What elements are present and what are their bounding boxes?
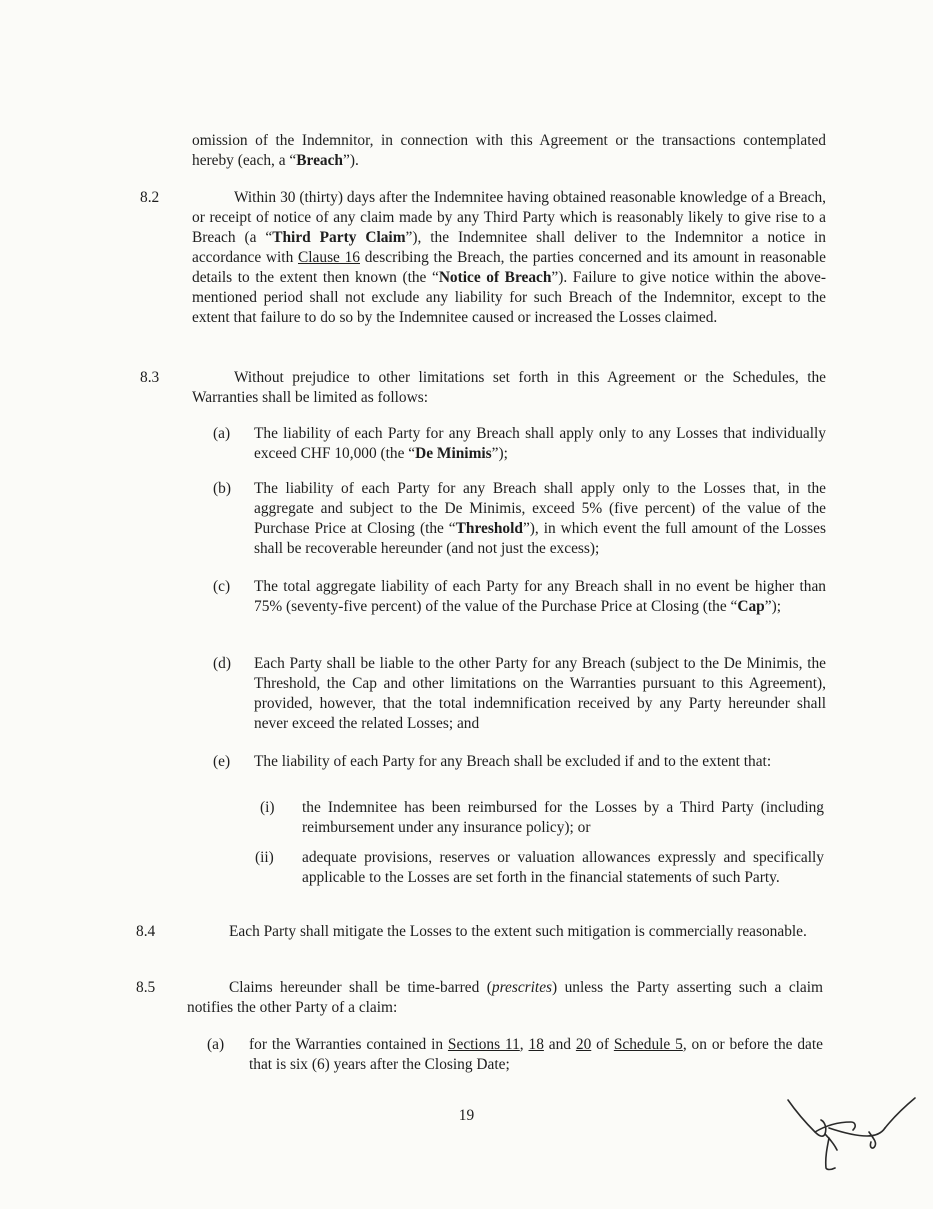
item-label-8-5-a: (a) [207, 1036, 225, 1053]
section-8-3-item-e-ii: adequate provisions, reserves or valuation allowances expressly and specifically applicable to the Losses are set forth in the financial statements of such Party. [302, 849, 824, 886]
defined-term-notice-of-breach: Notice of Breach [438, 269, 552, 286]
section-number-8-4: 8.4 [136, 923, 156, 940]
schedule-5-link[interactable]: Schedule 5 [613, 1036, 683, 1053]
section-8-5-item-a: for the Warranties contained in Sections 11, 18 and 20 of Schedule 5, on or before the date that is six (6) years after the Closing Date; [249, 1036, 823, 1073]
defined-term-threshold: Threshold [455, 520, 523, 537]
intro-paragraph: omission of the Indemnitor, in connection with this Agreement or the transactions contemplated hereby (each, a “Breach”). [192, 132, 826, 169]
defined-term-de-minimis: De Minimis [415, 445, 492, 462]
section-8-3-item-e-i: the Indemnitee has been reimbursed for the Losses by a Third Party (including reimbursement under any insurance policy); or [302, 799, 824, 836]
section-8-3-paragraph: Without prejudice to other limitations set forth in this Agreement or the Schedules, the Warranties shall be limited as follows: [192, 369, 826, 406]
page-number: 19 [458, 1107, 475, 1124]
section-number-8-2: 8.2 [140, 189, 160, 206]
section-8-3-item-a: The liability of each Party for any Breach shall apply only to any Losses that individually exceed CHF 10,000 (the “De Minimis”); [254, 425, 826, 462]
item-label-d: (d) [213, 655, 231, 672]
item-label-c: (c) [213, 578, 231, 595]
item-label-e: (e) [213, 753, 231, 770]
section-8-3-item-d: Each Party shall be liable to the other Party for any Breach (subject to the De Minimis, the Threshold, the Cap and other limitations on the Warranties pursuant to this Agreement), provided, however, that the total indemnification received by any Party hereunder shall never exceed the related Losses; and [254, 655, 826, 732]
defined-term-cap: Cap [737, 598, 765, 615]
section-8-3-item-c: The total aggregate liability of each Party for any Breach shall in no event be higher than 75% (seventy-five percent) of the value of the Purchase Price at Closing (the “Cap”); [254, 578, 826, 615]
section-8-4-paragraph: Each Party shall mitigate the Losses to the extent such mitigation is commercially reasonable. [229, 923, 807, 940]
signature-initials-icon [785, 1088, 920, 1173]
subitem-label-ii: (ii) [255, 849, 274, 866]
item-label-b: (b) [213, 480, 231, 497]
section-8-3-item-e: The liability of each Party for any Breach shall be excluded if and to the extent that: [254, 753, 772, 770]
defined-term-breach: Breach [296, 152, 343, 169]
section-number-8-3: 8.3 [140, 369, 160, 386]
section-20-link[interactable]: 20 [575, 1036, 592, 1053]
clause-16-link[interactable]: Clause 16 [298, 249, 360, 266]
sections-11-link[interactable]: Sections 11 [447, 1036, 520, 1053]
section-8-2-paragraph: Within 30 (thirty) days after the Indemnitee having obtained reasonable knowledge of a Breach, or receipt of notice of any claim made by any Third Party which is reasonably likely to give rise to a Breach (a “Third Party Claim”), the Indemnitee shall deliver to the Indemnitor a notice in accordance with Clause 16 describing the Breach, the parties concerned and its amount in reasonable details to the extent then known (the “Notice of Breach”). Failure to give notice within the above-mentioned period shall not exclude any liability for such Breach of the Indemnitor, except to the extent that failure to do so by the Indemnitee caused or increased the Losses claimed. [192, 189, 827, 326]
section-number-8-5: 8.5 [136, 979, 156, 996]
section-18-link[interactable]: 18 [528, 1036, 544, 1053]
item-label-a: (a) [213, 425, 231, 442]
term-prescrites: prescrites [491, 979, 553, 996]
defined-term-third-party-claim: Third Party Claim [272, 229, 406, 246]
section-8-3-item-b: The liability of each Party for any Breach shall apply only to the Losses that, in the aggregate and subject to the De Minimis, exceed 5% (five percent) of the value of the Purchase Price at Closing (the “Threshold”), in which event the full amount of the Losses shall be recoverable hereunder (and not just the excess); [254, 480, 826, 557]
section-8-5-paragraph: Claims hereunder shall be time-barred (prescrites) unless the Party asserting such a claim notifies the other Party of a claim: [187, 979, 824, 1016]
subitem-label-i: (i) [260, 799, 275, 816]
